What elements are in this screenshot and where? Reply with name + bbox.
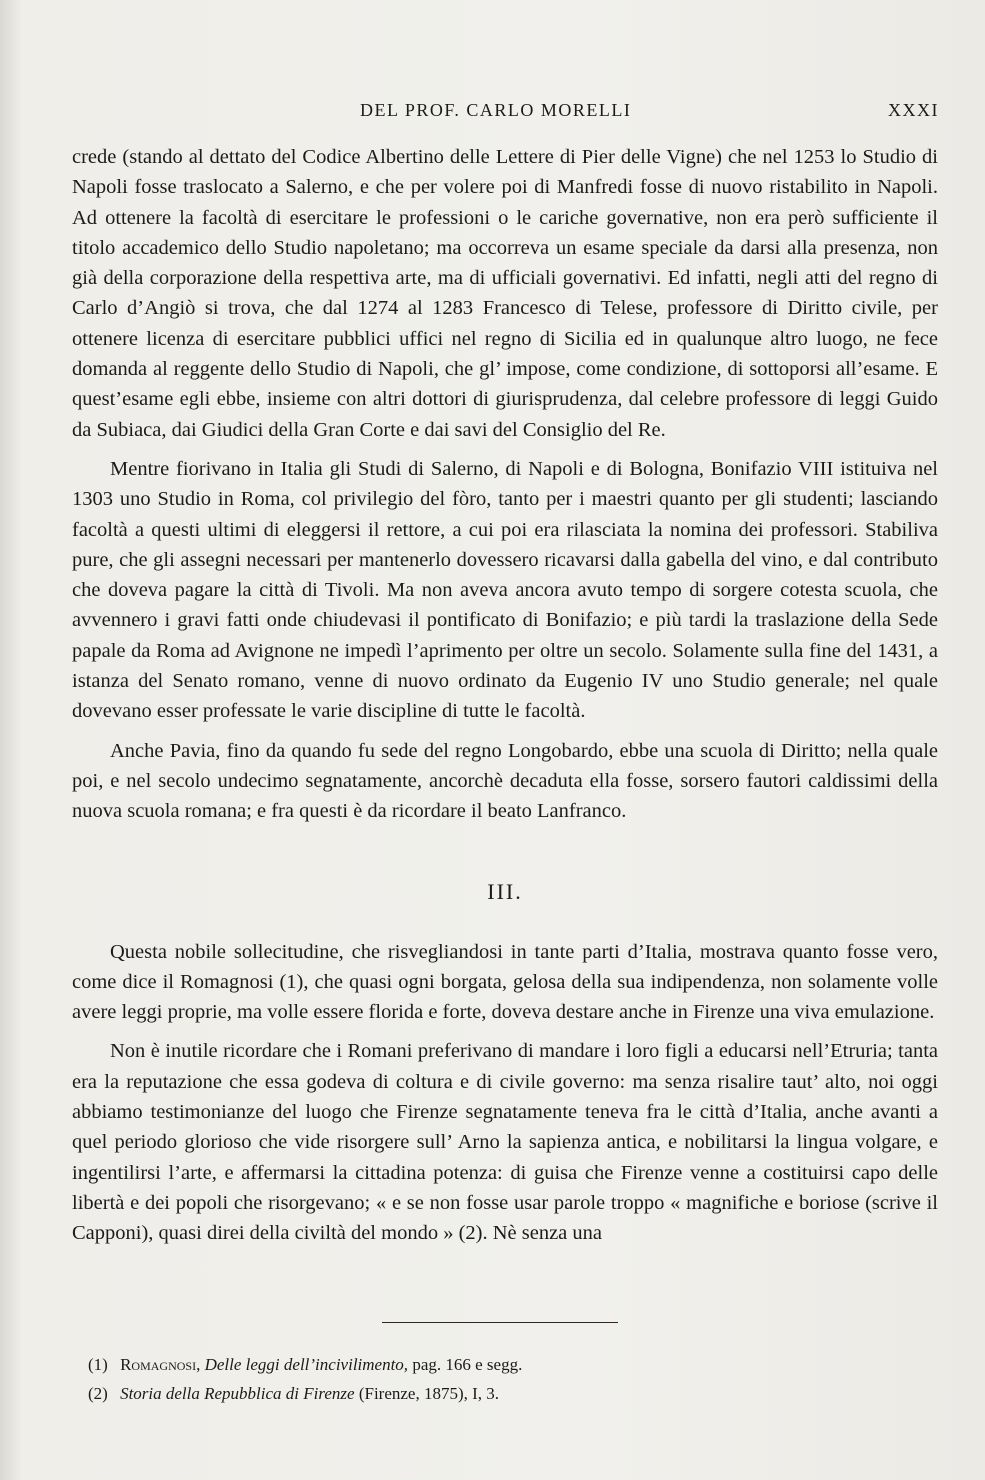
paragraph-1 (72, 142, 938, 445)
running-title: DEL PROF. CARLO MORELLI (360, 100, 632, 120)
footnotes (88, 1350, 908, 1408)
footnote-divider (382, 1322, 618, 1323)
footnote-number: (2) (88, 1384, 108, 1403)
section-heading: III. (487, 878, 523, 904)
paragraph-3 (72, 736, 938, 827)
page-number: XXXI (888, 100, 939, 120)
paragraph-5 (72, 1036, 938, 1248)
paragraph-text: Non è inutile ricordare che i Romani preferivano di mandare i loro figli a educarsi nell’Etruria; tanta era la reputazione che essa godeva di coltura e di civile governo: ma senza risalire taut’ alto, noi oggi abbiamo testimonianze del luogo che Firenze segnatamente teneva fra le città d’Italia, anche avanti a quel periodo glorioso che vide risorgere sull’ Arno la sapienza antica, e nobilitarsi la lingua volgare, e ingentilirsi l’arte, e affermarsi la cittadina potenza: di guisa che Firenze venne a costituirsi capo delle libertà e dei popoli che risorgevano; « e se non fosse usar parole troppo « magnifiche e boriose (scrive il Capponi), quasi direi della civiltà del mondo » (2). Nè senza una (72, 1040, 938, 1245)
footnote-number: (1) (88, 1355, 108, 1374)
footnote-reference: pag. 166 e segg. (412, 1355, 523, 1374)
footnote-reference: (Firenze, 1875), I, 3. (358, 1384, 500, 1403)
main-text (72, 142, 938, 1249)
running-header (0, 100, 985, 130)
paragraph-text: Mentre fiorivano in Italia gli Studi di Salerno, di Napoli e di Bologna, Bonifazio VIII istituiva nel 1303 uno Studio in Roma, col privilegio del fòro, tanto per i maestri quanto per gli studenti; lasciando facoltà a questi ultimi di eleggersi il rettore, a cui poi era rilasciata la nomina dei professori. Stabiliva pure, che gli assegni necessari per mantenerlo dovessero ricavarsi dalla gabella del vino, e dal contributo che doveva pagare la città di Tivoli. Ma non aveva ancora avuto tempo di sorgere cotesta scuola, che avvennero i gravi fatti onde chiudevasi il pontificato di Bonifazio; e più tardi la traslazione della Sede papale da Roma ad Avignone ne impedì l’aprimento per oltre un secolo. Solamente sulla fine del 1431, a istanza del Senato romano, venne di nuovo ordinato da Eugenio IV uno Studio generale; nel quale dovevano esser professate le varie discipline di tutte le facoltà. (72, 457, 938, 723)
footnote-author: Romagnosi, (120, 1355, 201, 1374)
footnote-title: Delle leggi dell’incivilimento, (204, 1355, 409, 1374)
paragraph-text: Anche Pavia, fino da quando fu sede del regno Longobardo, ebbe una scuola di Diritto; nella quale poi, e nel secolo undecimo segnatamente, ancorchè decaduta ella fosse, sorsero fautori caldissimi della nuova scuola romana; e fra questi è da ricordare il beato Lanfranco. (72, 739, 938, 823)
footnote-title: Storia della Repubblica di Firenze (120, 1384, 355, 1403)
paragraph-4 (72, 937, 938, 1028)
paragraph-text: crede (stando al dettato del Codice Albertino delle Lettere di Pier delle Vigne) che nel 1253 lo Studio di Napoli fosse traslocato a Salerno, e che per volere poi di Manfredi fosse di nuovo ristabilito in Napoli. Ad ottenere la facoltà di esercitare le professioni o le cariche governative, non era però sufficiente il titolo accademico dello Studio napoletano; ma occorreva un esame speciale da darsi alla presenza, non già della corporazione della respettiva arte, ma di ufficiali governativi. Ed infatti, negli atti del regno di Carlo d’Angiò si trova, che dal 1274 al 1283 Francesco di Telese, professore di Diritto civile, per ottenere licenza di esercitare pubblici uffici nel regno di Sicilia ed in qualunque altro luogo, ne fece domanda al reggente dello Studio di Napoli, che gl’ impose, come condizione, di sottoporsi all’esame. E quest’esame egli ebbe, insieme con altri dottori di giurisprudenza, dal celebre professore di leggi Guido da Subiaca, dai Giudici della Gran Corte e dai savi del Consiglio del Re. (72, 146, 938, 441)
paragraph-2 (72, 454, 938, 727)
footnote-2 (88, 1379, 908, 1408)
paragraph-text: Questa nobile sollecitudine, che risvegliandosi in tante parti d’Italia, mostrava quanto fosse vero, come dice il Romagnosi (1), che quasi ogni borgata, gelosa della sua indipendenza, non solamente volle avere leggi proprie, ma volle essere florida e forte, doveva destare anche in Firenze una viva emulazione. (72, 940, 938, 1024)
footnote-1 (88, 1350, 908, 1379)
